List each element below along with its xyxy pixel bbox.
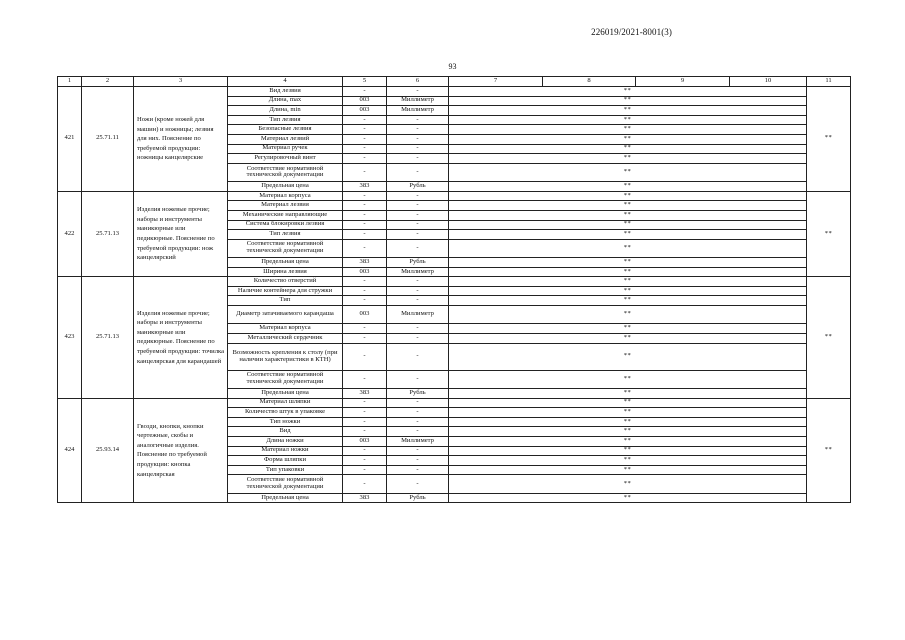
unit-name-cell: - <box>387 398 449 408</box>
okei-code-cell: - <box>343 163 387 181</box>
characteristic-value-cell: ** <box>449 446 807 456</box>
okpd-code-cell: 25.71.13 <box>82 191 134 277</box>
characteristic-name-cell: Соответствие нормативной технической документации <box>228 239 343 257</box>
okei-code-cell: - <box>343 456 387 466</box>
okei-code-cell: - <box>343 144 387 154</box>
column-header: 7 <box>449 77 543 87</box>
okei-code-cell: - <box>343 154 387 164</box>
document-id: 226019/2021-8001(3) <box>591 27 672 37</box>
table-row <box>58 191 851 201</box>
characteristic-name-cell: Предельная цена <box>228 258 343 268</box>
characteristic-value-cell: ** <box>449 96 807 106</box>
okei-code-cell: - <box>343 220 387 230</box>
characteristic-value-cell: ** <box>449 427 807 437</box>
unit-name-cell: Рубль <box>387 258 449 268</box>
unit-name-cell: - <box>387 286 449 296</box>
characteristic-name-cell: Соответствие нормативной технической документации <box>228 475 343 493</box>
okei-code-cell: - <box>343 370 387 388</box>
group-mark-cell: ** <box>807 191 851 277</box>
table-row <box>58 398 851 408</box>
unit-name-cell: - <box>387 87 449 97</box>
characteristic-value-cell: ** <box>449 210 807 220</box>
characteristic-value-cell: ** <box>449 134 807 144</box>
characteristic-name-cell: Материал лезвий <box>228 134 343 144</box>
okei-code-cell: - <box>343 286 387 296</box>
okei-code-cell: - <box>343 115 387 125</box>
column-header: 9 <box>636 77 730 87</box>
unit-name-cell: - <box>387 154 449 164</box>
characteristic-value-cell: ** <box>449 296 807 306</box>
unit-name-cell: Миллиметр <box>387 306 449 324</box>
unit-name-cell: - <box>387 201 449 211</box>
characteristic-name-cell: Вид <box>228 427 343 437</box>
characteristic-name-cell: Количество отверстий <box>228 277 343 287</box>
group-mark-cell: ** <box>807 87 851 192</box>
characteristic-name-cell: Длина, max <box>228 96 343 106</box>
okei-code-cell: - <box>343 277 387 287</box>
unit-name-cell: - <box>387 446 449 456</box>
unit-name-cell: - <box>387 334 449 344</box>
okei-code-cell: 383 <box>343 493 387 503</box>
characteristic-name-cell: Предельная цена <box>228 493 343 503</box>
product-description-cell: Изделия ножевые прочие; наборы и инструменты маникюрные или педикюрные. Пояснение по требуемой продукции: нож канцелярский <box>134 191 228 277</box>
characteristic-value-cell: ** <box>449 201 807 211</box>
okei-code-cell: - <box>343 446 387 456</box>
characteristic-value-cell: ** <box>449 182 807 192</box>
unit-name-cell: - <box>387 277 449 287</box>
product-description-cell: Ножи (кроме ножей для машин) и ножницы; лезвия для них. Пояснение по требуемой продукции: ножницы канцелярские <box>134 87 228 192</box>
characteristic-value-cell: ** <box>449 144 807 154</box>
column-header: 4 <box>228 77 343 87</box>
characteristic-value-cell: ** <box>449 163 807 181</box>
characteristic-name-cell: Материал лезвия <box>228 201 343 211</box>
characteristic-value-cell: ** <box>449 267 807 277</box>
characteristics-table <box>57 76 851 503</box>
characteristic-name-cell: Материал корпуса <box>228 324 343 334</box>
characteristic-value-cell: ** <box>449 115 807 125</box>
okei-code-cell: - <box>343 239 387 257</box>
unit-name-cell: - <box>387 115 449 125</box>
characteristic-value-cell: ** <box>449 334 807 344</box>
characteristic-value-cell: ** <box>449 125 807 135</box>
okei-code-cell: 003 <box>343 306 387 324</box>
table-body <box>58 87 851 503</box>
column-header: 10 <box>730 77 807 87</box>
characteristic-value-cell: ** <box>449 370 807 388</box>
characteristic-name-cell: Тип упаковки <box>228 465 343 475</box>
okei-code-cell: - <box>343 87 387 97</box>
characteristic-name-cell: Наличие контейнера для стружки <box>228 286 343 296</box>
row-number-cell: 424 <box>58 398 82 503</box>
product-description-cell: Гвозди, кнопки, кнопки чертежные, скобы и аналогичные изделия. Пояснение по требуемой продукции: кнопка канцелярская <box>134 398 228 503</box>
unit-name-cell: - <box>387 163 449 181</box>
unit-name-cell: - <box>387 191 449 201</box>
okei-code-cell: 003 <box>343 106 387 116</box>
characteristic-value-cell: ** <box>449 286 807 296</box>
unit-name-cell: Рубль <box>387 493 449 503</box>
column-header: 1 <box>58 77 82 87</box>
characteristic-name-cell: Материал ручек <box>228 144 343 154</box>
characteristic-value-cell: ** <box>449 465 807 475</box>
unit-name-cell: - <box>387 370 449 388</box>
characteristic-name-cell: Вид лезвия <box>228 87 343 97</box>
okei-code-cell: - <box>343 417 387 427</box>
characteristic-value-cell: ** <box>449 230 807 240</box>
characteristic-value-cell: ** <box>449 306 807 324</box>
okei-code-cell: - <box>343 125 387 135</box>
characteristic-name-cell: Безопасные лезвия <box>228 125 343 135</box>
characteristic-name-cell: Соответствие нормативной технической документации <box>228 163 343 181</box>
okei-code-cell: - <box>343 191 387 201</box>
okpd-code-cell: 25.71.13 <box>82 277 134 398</box>
characteristic-name-cell: Материал шляпки <box>228 398 343 408</box>
okei-code-cell: - <box>343 343 387 370</box>
okpd-code-cell: 25.93.14 <box>82 398 134 503</box>
unit-name-cell: - <box>387 134 449 144</box>
okei-code-cell: - <box>343 230 387 240</box>
okei-code-cell: - <box>343 210 387 220</box>
unit-name-cell: - <box>387 125 449 135</box>
characteristic-name-cell: Механические направляющие <box>228 210 343 220</box>
unit-name-cell: Рубль <box>387 182 449 192</box>
okei-code-cell: 003 <box>343 96 387 106</box>
unit-name-cell: - <box>387 144 449 154</box>
column-header: 2 <box>82 77 134 87</box>
okei-code-cell: - <box>343 398 387 408</box>
unit-name-cell: - <box>387 239 449 257</box>
characteristic-name-cell: Возможность крепления к столу (при наличии характеристики в КТН) <box>228 343 343 370</box>
okei-code-cell: 003 <box>343 437 387 447</box>
characteristic-name-cell: Предельная цена <box>228 182 343 192</box>
unit-name-cell: - <box>387 220 449 230</box>
okpd-code-cell: 25.71.11 <box>82 87 134 192</box>
characteristic-name-cell: Диаметр затачиваемого карандаша <box>228 306 343 324</box>
column-header: 8 <box>543 77 636 87</box>
unit-name-cell: Миллиметр <box>387 106 449 116</box>
characteristic-value-cell: ** <box>449 239 807 257</box>
table-row <box>58 277 851 287</box>
unit-name-cell: - <box>387 324 449 334</box>
characteristic-name-cell: Тип <box>228 296 343 306</box>
characteristic-value-cell: ** <box>449 417 807 427</box>
okei-code-cell: - <box>343 296 387 306</box>
characteristic-value-cell: ** <box>449 437 807 447</box>
characteristic-value-cell: ** <box>449 389 807 399</box>
characteristic-value-cell: ** <box>449 456 807 466</box>
characteristic-name-cell: Материал ножки <box>228 446 343 456</box>
characteristic-name-cell: Тип лезвия <box>228 115 343 125</box>
characteristic-value-cell: ** <box>449 87 807 97</box>
unit-name-cell: - <box>387 408 449 418</box>
characteristic-name-cell: Форма шляпки <box>228 456 343 466</box>
characteristic-value-cell: ** <box>449 277 807 287</box>
unit-name-cell: - <box>387 296 449 306</box>
group-mark-cell: ** <box>807 277 851 398</box>
unit-name-cell: Миллиметр <box>387 96 449 106</box>
unit-name-cell: - <box>387 427 449 437</box>
column-header: 11 <box>807 77 851 87</box>
product-description-cell: Изделия ножевые прочие; наборы и инструменты маникюрные или педикюрные. Пояснение по требуемой продукции: точилка канцелярская для карандашей <box>134 277 228 398</box>
characteristic-name-cell: Длина, min <box>228 106 343 116</box>
table-row <box>58 87 851 97</box>
column-header: 6 <box>387 77 449 87</box>
okei-code-cell: - <box>343 334 387 344</box>
characteristic-name-cell: Соответствие нормативной технической документации <box>228 370 343 388</box>
row-number-cell: 422 <box>58 191 82 277</box>
characteristic-value-cell: ** <box>449 258 807 268</box>
okei-code-cell: 383 <box>343 258 387 268</box>
unit-name-cell: Миллиметр <box>387 267 449 277</box>
characteristic-name-cell: Тип лезвия <box>228 230 343 240</box>
characteristic-name-cell: Система блокировки лезвия <box>228 220 343 230</box>
okei-code-cell: 383 <box>343 182 387 192</box>
okei-code-cell: - <box>343 408 387 418</box>
characteristic-name-cell: Длина ножки <box>228 437 343 447</box>
column-header: 3 <box>134 77 228 87</box>
row-number-cell: 423 <box>58 277 82 398</box>
table-header-row <box>58 77 851 87</box>
unit-name-cell: Миллиметр <box>387 437 449 447</box>
unit-name-cell: Рубль <box>387 389 449 399</box>
characteristic-value-cell: ** <box>449 493 807 503</box>
characteristic-value-cell: ** <box>449 343 807 370</box>
okei-code-cell: - <box>343 427 387 437</box>
row-number-cell: 421 <box>58 87 82 192</box>
characteristic-value-cell: ** <box>449 408 807 418</box>
page-number: 93 <box>448 62 457 71</box>
unit-name-cell: - <box>387 475 449 493</box>
okei-code-cell: - <box>343 475 387 493</box>
okei-code-cell: - <box>343 465 387 475</box>
characteristic-value-cell: ** <box>449 154 807 164</box>
okei-code-cell: - <box>343 201 387 211</box>
unit-name-cell: - <box>387 465 449 475</box>
characteristic-value-cell: ** <box>449 220 807 230</box>
characteristic-name-cell: Материал корпуса <box>228 191 343 201</box>
characteristic-value-cell: ** <box>449 475 807 493</box>
group-mark-cell: ** <box>807 398 851 503</box>
okei-code-cell: 003 <box>343 267 387 277</box>
okei-code-cell: - <box>343 324 387 334</box>
unit-name-cell: - <box>387 343 449 370</box>
unit-name-cell: - <box>387 210 449 220</box>
characteristic-value-cell: ** <box>449 106 807 116</box>
characteristic-value-cell: ** <box>449 398 807 408</box>
characteristic-value-cell: ** <box>449 191 807 201</box>
characteristic-name-cell: Тип ножки <box>228 417 343 427</box>
characteristic-name-cell: Количество штук в упаковке <box>228 408 343 418</box>
unit-name-cell: - <box>387 456 449 466</box>
unit-name-cell: - <box>387 230 449 240</box>
characteristic-value-cell: ** <box>449 324 807 334</box>
characteristic-name-cell: Предельная цена <box>228 389 343 399</box>
characteristic-name-cell: Регулировочный винт <box>228 154 343 164</box>
okei-code-cell: - <box>343 134 387 144</box>
characteristic-name-cell: Металлический сердечник <box>228 334 343 344</box>
okei-code-cell: 383 <box>343 389 387 399</box>
characteristic-name-cell: Ширина лезвия <box>228 267 343 277</box>
column-header: 5 <box>343 77 387 87</box>
unit-name-cell: - <box>387 417 449 427</box>
